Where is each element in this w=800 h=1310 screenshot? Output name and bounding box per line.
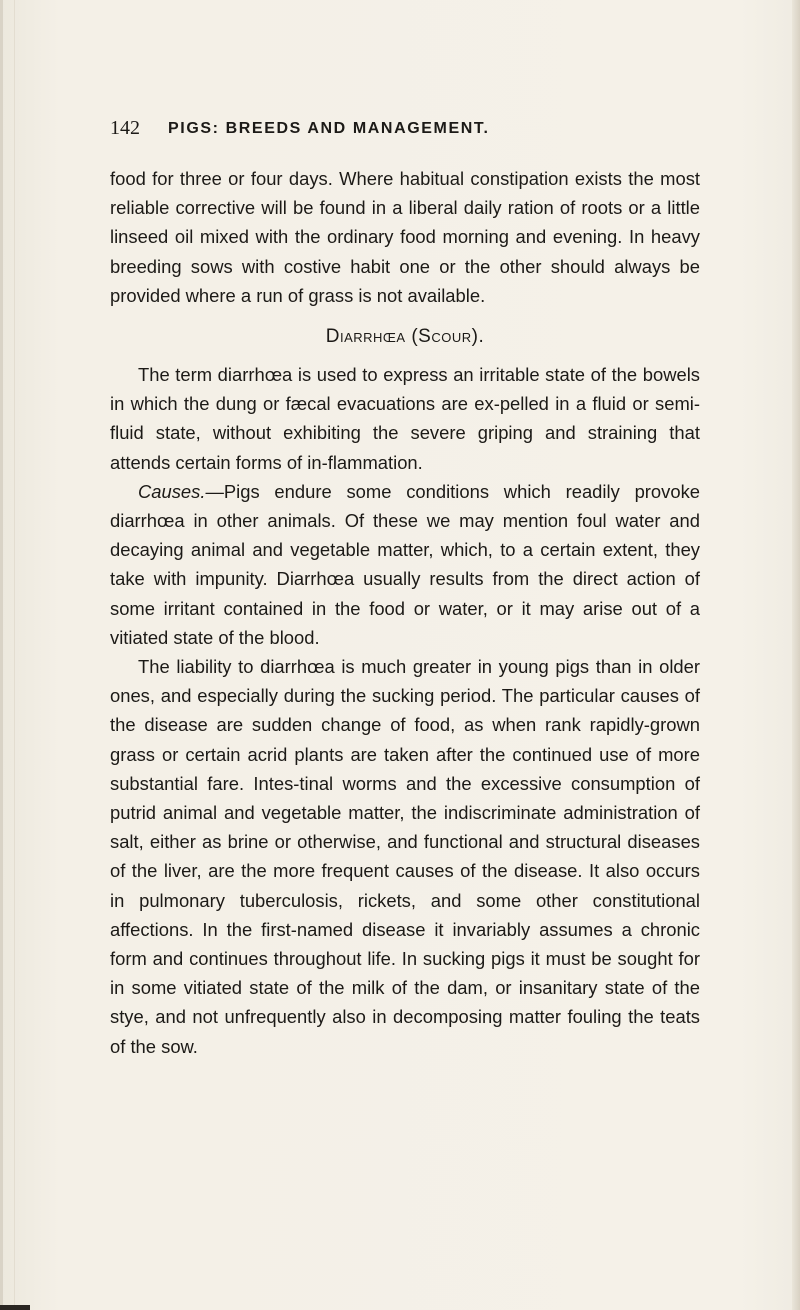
page-header: [110, 117, 700, 145]
causes-label: Causes.: [138, 480, 206, 502]
body-text: [110, 164, 700, 1061]
corner-mark: [0, 1305, 30, 1310]
paragraph-causes: [110, 477, 700, 652]
page-number: 142: [110, 117, 140, 139]
paragraph-definition: The term diarrhœa is used to express an irritable state of the bowels in which the dung or fæcal evacuations are ex-pelled in a fluid or semi-fluid state, without exhibiting the severe griping and straining that attends certain forms of in-flammation.: [110, 364, 700, 473]
page-right-edge: [792, 0, 800, 1310]
running-head: PIGS: BREEDS AND MANAGEMENT.: [168, 120, 490, 137]
paragraph-liability: The liability to diarrhœa is much greater in young pigs than in older ones, and especially during the sucking period. The particular causes of the disease are sudden change of food, as when rank rapidly-grown grass or certain acrid plants are taken after the continued use of more substantial fare. Intes-tinal worms and the excessive consumption of putrid animal and vegetable matter, the indiscriminate administration of salt, either as brine or otherwise, and functional and structural diseases of the liver, are the more frequent causes of the disease. It also occurs in pulmonary tuberculosis, rickets, and some other constitutional affections. In the first-named disease it invariably assumes a chronic form and continues throughout life. In sucking pigs it must be sought for in some vitiated state of the milk of the dam, or insanitary state of the stye, and not unfrequently also in decomposing matter fouling the teats of the sow.: [110, 656, 700, 1057]
causes-text: —Pigs endure some conditions which readily provoke diarrhœa in other animals. Of these we may mention foul water and decaying animal and vegetable matter, which, to a certain extent, they take with impunity. Diarrhœa usually results from the direct action of some irritant contained in the food or water, or it may arise out of a vitiated state of the blood.: [110, 480, 700, 648]
page-left-edge: [0, 0, 3, 1310]
section-heading: Diarrhœa (Scour).: [325, 326, 485, 348]
page-gutter-line: [14, 0, 15, 1310]
paragraph-intro: food for three or four days. Where habitual constipation exists the most reliable corrective will be found in a liberal daily ration of roots or a little linseed oil mixed with the ordinary food morning and evening. In heavy breeding sows with costive habit one or the other should always be provided where a run of grass is not available.: [110, 168, 700, 306]
